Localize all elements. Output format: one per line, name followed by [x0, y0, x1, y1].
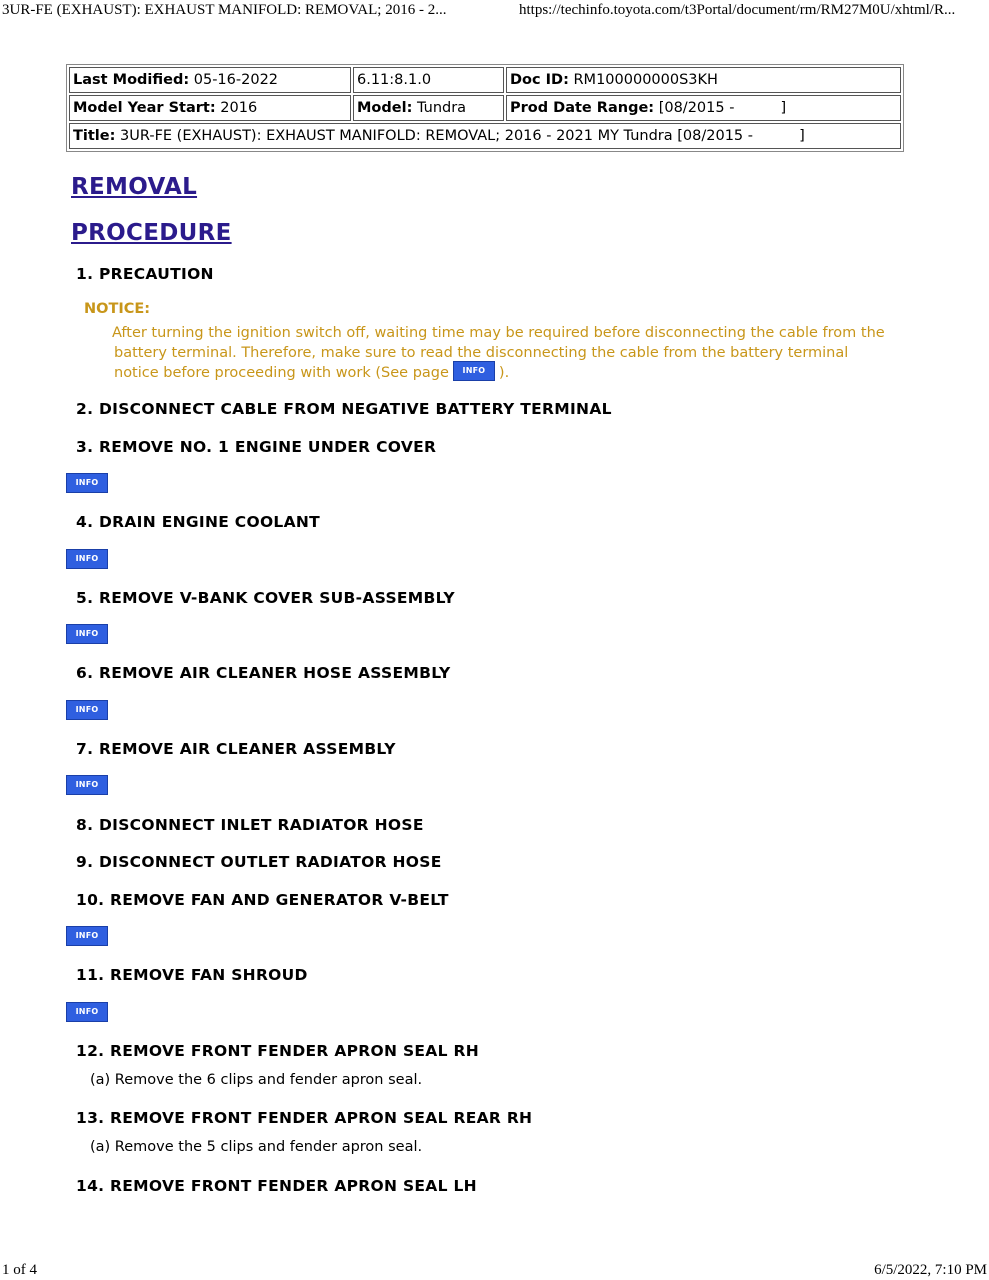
step-8: 8. DISCONNECT INLET RADIATOR HOSE — [76, 816, 424, 834]
doc-id-cell — [506, 67, 901, 93]
model-year-value: 2016 — [220, 100, 258, 116]
step-13-substep-a: (a) Remove the 5 clips and fender apron seal. — [90, 1139, 423, 1155]
last-modified-value: 05-16-2022 — [193, 72, 279, 88]
notice-line-2: battery terminal. Therefore, make sure to read the disconnecting the cable from the battery terminal — [114, 344, 849, 361]
step-11: 11. REMOVE FAN SHROUD — [76, 966, 308, 984]
model-cell — [353, 95, 504, 121]
model-label: Model: — [357, 100, 413, 116]
removal-heading-link[interactable]: REMOVAL — [71, 174, 198, 200]
info-button-notice[interactable]: INFO — [453, 361, 495, 381]
notice-text — [112, 324, 902, 384]
step-7: 7. REMOVE AIR CLEANER ASSEMBLY — [76, 740, 396, 758]
version-value: 6.11:8.1.0 — [357, 72, 432, 88]
prod-date-cell — [506, 95, 901, 121]
info-button-step-5[interactable]: INFO — [66, 624, 108, 644]
step-13: 13. REMOVE FRONT FENDER APRON SEAL REAR RH — [76, 1109, 533, 1127]
step-14: 14. REMOVE FRONT FENDER APRON SEAL LH — [76, 1177, 477, 1195]
notice-line-3-end: ). — [498, 365, 510, 381]
document-metadata-table — [66, 64, 904, 152]
notice-line-1: After turning the ignition switch off, waiting time may be required before disconnecting the cable from the — [112, 325, 885, 341]
step-4: 4. DRAIN ENGINE COOLANT — [76, 513, 321, 531]
info-button-step-6[interactable]: INFO — [66, 700, 108, 720]
prod-date-value: [08/2015 - ] — [658, 100, 787, 116]
title-cell — [69, 123, 901, 149]
step-6: 6. REMOVE AIR CLEANER HOSE ASSEMBLY — [76, 664, 451, 682]
model-year-label: Model Year Start: — [73, 100, 216, 116]
last-modified-label: Last Modified: — [73, 72, 190, 88]
info-button-step-4[interactable]: INFO — [66, 549, 108, 569]
step-12-substep-a: (a) Remove the 6 clips and fender apron seal. — [90, 1072, 423, 1088]
step-9: 9. DISCONNECT OUTLET RADIATOR HOSE — [76, 853, 442, 871]
title-value: 3UR-FE (EXHAUST): EXHAUST MANIFOLD: REMOVAL; 2016 - 2021 MY Tundra [08/2015 - ] — [120, 128, 805, 144]
step-1-precaution: 1. PRECAUTION — [76, 265, 214, 283]
prod-date-label: Prod Date Range: — [510, 100, 655, 116]
meta-row-3 — [69, 123, 901, 149]
step-12: 12. REMOVE FRONT FENDER APRON SEAL RH — [76, 1042, 479, 1060]
print-header — [0, 2, 989, 24]
notice-title: NOTICE: — [84, 301, 151, 317]
info-button-step-11[interactable]: INFO — [66, 1002, 108, 1022]
notice-line-3-text: notice before proceeding with work (See page — [114, 365, 449, 381]
version-cell — [353, 67, 504, 93]
step-3: 3. REMOVE NO. 1 ENGINE UNDER COVER — [76, 438, 437, 456]
print-header-url: https://techinfo.toyota.com/t3Portal/document/rm/RM27M0U/xhtml/R... — [519, 2, 956, 18]
info-button-step-3[interactable]: INFO — [66, 473, 108, 493]
step-5: 5. REMOVE V-BANK COVER SUB-ASSEMBLY — [76, 589, 455, 607]
procedure-heading-link[interactable]: PROCEDURE — [71, 220, 232, 246]
meta-row-1 — [69, 67, 901, 93]
step-10: 10. REMOVE FAN AND GENERATOR V-BELT — [76, 891, 449, 909]
model-value: Tundra — [416, 100, 467, 116]
doc-id-value: RM100000000S3KH — [573, 72, 718, 88]
notice-line-3 — [112, 363, 902, 384]
model-year-cell — [69, 95, 351, 121]
doc-id-label: Doc ID: — [510, 72, 569, 88]
page-number: 1 of 4 — [2, 1262, 37, 1278]
print-footer — [0, 1262, 989, 1280]
step-2: 2. DISCONNECT CABLE FROM NEGATIVE BATTERY TERMINAL — [76, 400, 612, 418]
info-button-step-10[interactable]: INFO — [66, 926, 108, 946]
print-header-title: 3UR-FE (EXHAUST): EXHAUST MANIFOLD: REMOVAL; 2016 - 2... — [2, 2, 447, 18]
title-label: Title: — [73, 128, 116, 144]
meta-row-2 — [69, 95, 901, 121]
print-datetime: 6/5/2022, 7:10 PM — [874, 1262, 987, 1278]
info-button-step-7[interactable]: INFO — [66, 775, 108, 795]
last-modified-cell — [69, 67, 351, 93]
